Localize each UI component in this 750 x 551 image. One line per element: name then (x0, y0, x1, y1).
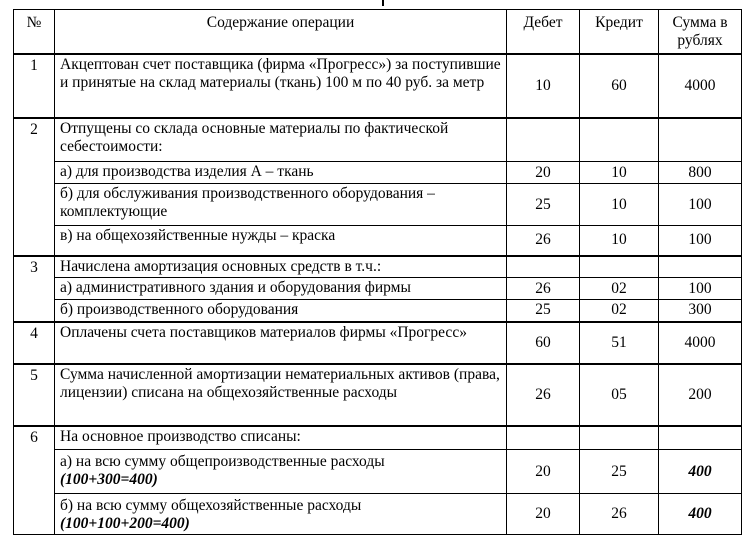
operations-table (13, 9, 742, 535)
row-sum: 100 (659, 278, 742, 300)
table-row (14, 426, 742, 450)
header-content: Содержание операции (55, 10, 507, 54)
row-credit: 05 (580, 364, 659, 426)
row-debit (507, 256, 580, 278)
row-text: б) производственного оборудования (55, 300, 507, 322)
table-row (14, 118, 742, 162)
row-num: 1 (14, 54, 55, 118)
row-sum: 100 (659, 226, 742, 256)
row-debit (507, 118, 580, 162)
row-credit (580, 256, 659, 278)
row-credit: 25 (580, 450, 659, 494)
row-sum (659, 426, 742, 450)
row-sum: 300 (659, 300, 742, 322)
table-row (14, 494, 742, 535)
row-text: Начислена амортизация основных средств в т.ч.: (55, 256, 507, 278)
row-debit: 25 (507, 300, 580, 322)
table-row (14, 226, 742, 256)
row-sum: 800 (659, 162, 742, 184)
row-credit (580, 426, 659, 450)
row-text (55, 450, 507, 494)
row-credit: 10 (580, 226, 659, 256)
row-debit: 20 (507, 162, 580, 184)
header-num: № (14, 10, 55, 54)
row-formula: (100+100+200=400) (60, 515, 190, 532)
row-debit: 25 (507, 184, 580, 226)
row-text: а) для производства изделия А – ткань (55, 162, 507, 184)
row-debit: 26 (507, 278, 580, 300)
row-text: Акцептован счет поставщика (фирма «Прогресс») за поступившие и принятые на склад материалы (ткань) 100 м по 40 руб. за метр (55, 54, 507, 118)
table-row (14, 364, 742, 426)
row-text-main: б) на всю сумму общехозяйственные расходы (60, 497, 362, 514)
header-sum: Сумма в рублях (659, 10, 742, 54)
row-debit: 26 (507, 226, 580, 256)
row-text: а) административного здания и оборудования фирмы (55, 278, 507, 300)
row-num: 4 (14, 322, 55, 364)
row-text: Сумма начисленной амортизации нематериальных активов (права, лицензии) списана на общехозяйственные расходы (55, 364, 507, 426)
table-row (14, 54, 742, 118)
row-num: 6 (14, 426, 55, 535)
row-debit: 20 (507, 494, 580, 535)
row-num: 5 (14, 364, 55, 426)
row-text: Оплачены счета поставщиков материалов фирмы «Прогресс» (55, 322, 507, 364)
row-sum (659, 118, 742, 162)
row-num: 2 (14, 118, 55, 256)
row-sum: 400 (659, 494, 742, 535)
row-formula: (100+300=400) (60, 471, 158, 488)
row-debit: 20 (507, 450, 580, 494)
row-text-main: а) на всю сумму общепроизводственные расходы (60, 453, 385, 470)
row-sum: 400 (659, 450, 742, 494)
row-credit: 10 (580, 162, 659, 184)
row-text: в) на общехозяйственные нужды – краска (55, 226, 507, 256)
table-header-row (14, 10, 742, 54)
row-debit: 10 (507, 54, 580, 118)
row-sum: 100 (659, 184, 742, 226)
table-row (14, 256, 742, 278)
row-debit: 26 (507, 364, 580, 426)
row-text: Отпущены со склада основные материалы по фактической себестоимости: (55, 118, 507, 162)
row-debit (507, 426, 580, 450)
row-sum: 200 (659, 364, 742, 426)
table-row (14, 300, 742, 322)
row-credit: 02 (580, 300, 659, 322)
table-row (14, 322, 742, 364)
row-credit: 51 (580, 322, 659, 364)
row-credit: 02 (580, 278, 659, 300)
row-text (55, 494, 507, 535)
row-sum (659, 256, 742, 278)
row-text: б) для обслуживания производственного оборудования – комплектующие (55, 184, 507, 226)
row-credit: 60 (580, 54, 659, 118)
table-row (14, 162, 742, 184)
page-top-mark (382, 0, 384, 6)
row-debit: 60 (507, 322, 580, 364)
table-row (14, 450, 742, 494)
row-sum: 4000 (659, 322, 742, 364)
row-credit: 10 (580, 184, 659, 226)
row-sum: 4000 (659, 54, 742, 118)
row-credit: 26 (580, 494, 659, 535)
table-row (14, 184, 742, 226)
header-debit: Дебет (507, 10, 580, 54)
row-credit (580, 118, 659, 162)
row-num: 3 (14, 256, 55, 322)
row-text: На основное производство списаны: (55, 426, 507, 450)
table-row (14, 278, 742, 300)
header-credit: Кредит (580, 10, 659, 54)
